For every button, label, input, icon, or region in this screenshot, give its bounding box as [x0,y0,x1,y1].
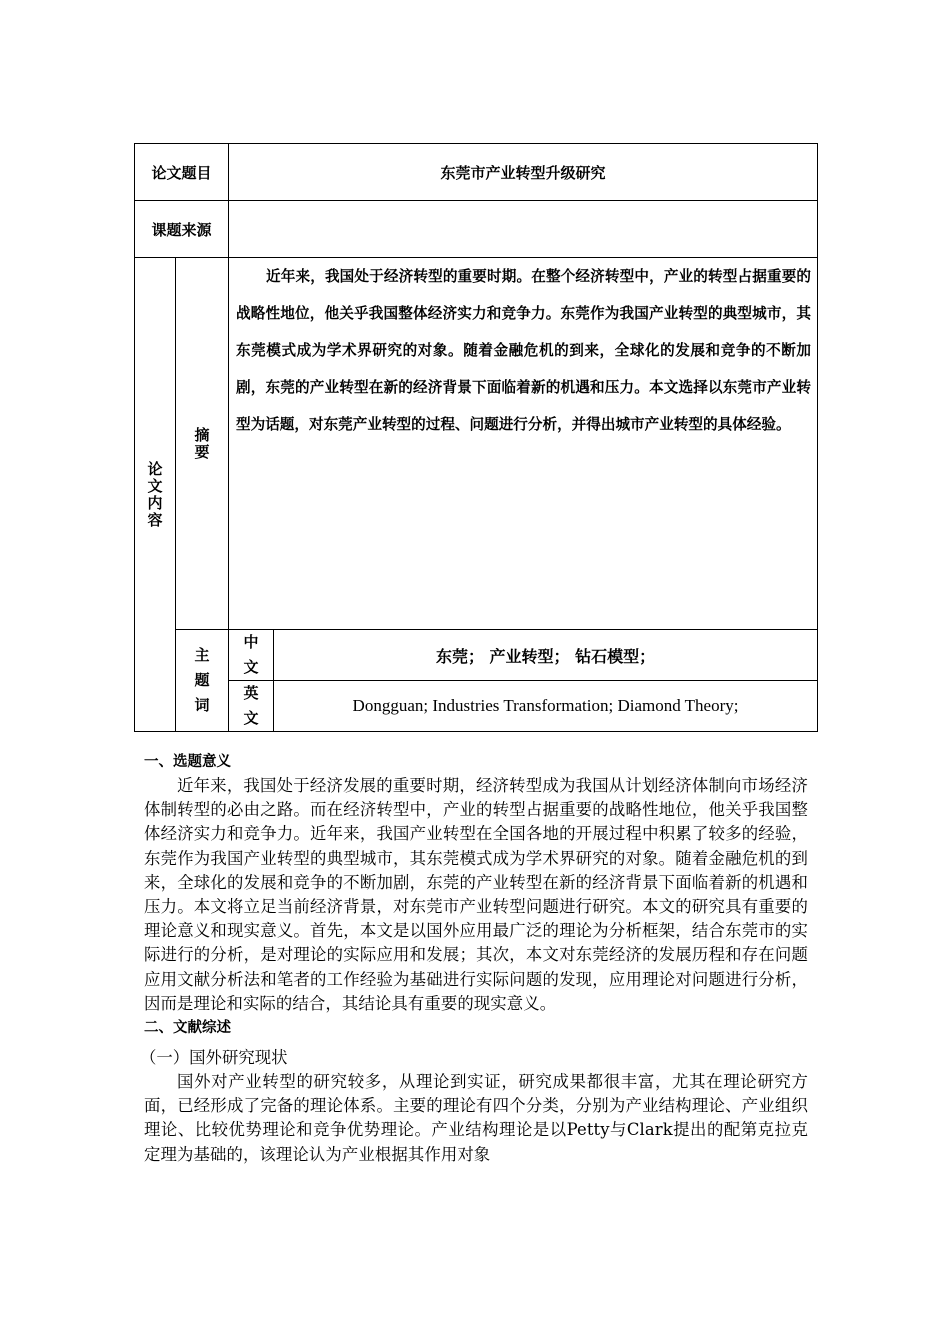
cn-label-char: 中 [243,633,259,651]
source-value [229,201,818,258]
abstract-row [135,258,818,630]
keywords-label-char: 主 [194,646,210,664]
keywords-label [176,630,229,732]
en-label-char: 文 [243,709,259,727]
keywords-label-char: 词 [194,696,210,714]
content-label-char: 内 [147,493,163,512]
content-label-char: 文 [147,476,163,495]
thesis-title: 东莞市产业转型升级研究 [229,144,818,201]
en-label-char: 英 [243,684,259,702]
keywords-label-char: 题 [194,671,210,689]
significance-paragraph: 近年来，我国处于经济发展的重要时期，经济转型成为我国从计划经济体制向市场经济体制转型的必由之路。而在经济转型中，产业的转型占据重要的战略性地位，他关乎我国整体经济实力和竞争力。近年来，我国产业转型在全国各地的开展过程中积累了较多的经验，东莞作为我国产业转型的典型城市，其东莞模式成为学术界研究的对象。随着金融危机的到来，全球化的发展和竞争的不断加剧，东莞的产业转型在新的经济背景下面临着新的机遇和压力。本文将立足当前经济背景，对东莞市产业转型问题进行研究。本文的研究具有重要的理论意义和现实意义。首先，本文是以国外应用最广泛的理论为分析框架，结合东莞市的实际进行的分析，是对理论的实际应用和发展；其次，本文对东莞经济的发展历程和存在问题应用文献分析法和笔者的工作经验为基础进行实际问题的发现，应用理论对问题进行分析，因而是理论和实际的结合，其结论具有重要的现实意义。 [144,776,808,1013]
title-label: 论文题目 [135,144,229,201]
en-keywords-row [135,681,818,732]
title-row [135,144,818,201]
cn-keywords: 东莞； 产业转型； 钻石模型； [274,630,818,681]
foreign-research-paragraph: 国外对产业转型的研究较多，从理论到实证，研究成果都很丰富，尤其在理论研究方面，已经形成了完备的理论体系。主要的理论有四个分类，分别为产业结构理论、产业组织理论、比较优势理论和竞争优势理论。产业结构理论是以Petty与Clark提出的配第克拉克定理为基础的，该理论认为产业根据其作用对象 [144,1072,808,1164]
cn-label-char: 文 [243,658,259,676]
abstract-label-char: 摘 [194,425,210,444]
source-row [135,201,818,258]
subheading-foreign-research: （一）国外研究现状 [140,1048,288,1068]
cn-keywords-row [135,630,818,681]
content-label-char: 容 [147,510,163,529]
body-text [140,750,808,1167]
en-label [229,681,274,732]
source-label: 课题来源 [135,201,229,258]
section-heading-significance: 一、选题意义 [144,754,231,770]
section-heading-literature: 二、文献综述 [144,1020,231,1037]
abstract-text: 近年来，我国处于经济转型的重要时期。在整个经济转型中，产业的转型占据重要的战略性地位，他关乎我国整体经济实力和竞争力。东莞作为我国产业转型的典型城市，其东莞模式成为学术界研究的对象。随着金融危机的到来，全球化的发展和竞争的不断加剧，东莞的产业转型在新的经济背景下面临着新的机遇和压力。本文选择以东莞市产业转型为话题，对东莞产业转型的过程、问题进行分析，并得出城市产业转型的具体经验。 [229,258,818,630]
content-label-char: 论 [147,459,163,478]
abstract-label [176,258,229,630]
en-keywords: Dongguan; Industries Transformation; Diamond Theory; [274,681,818,732]
content-label [135,258,176,732]
thesis-info-table [134,143,818,732]
cn-label [229,630,274,681]
abstract-label-char: 要 [194,442,210,461]
